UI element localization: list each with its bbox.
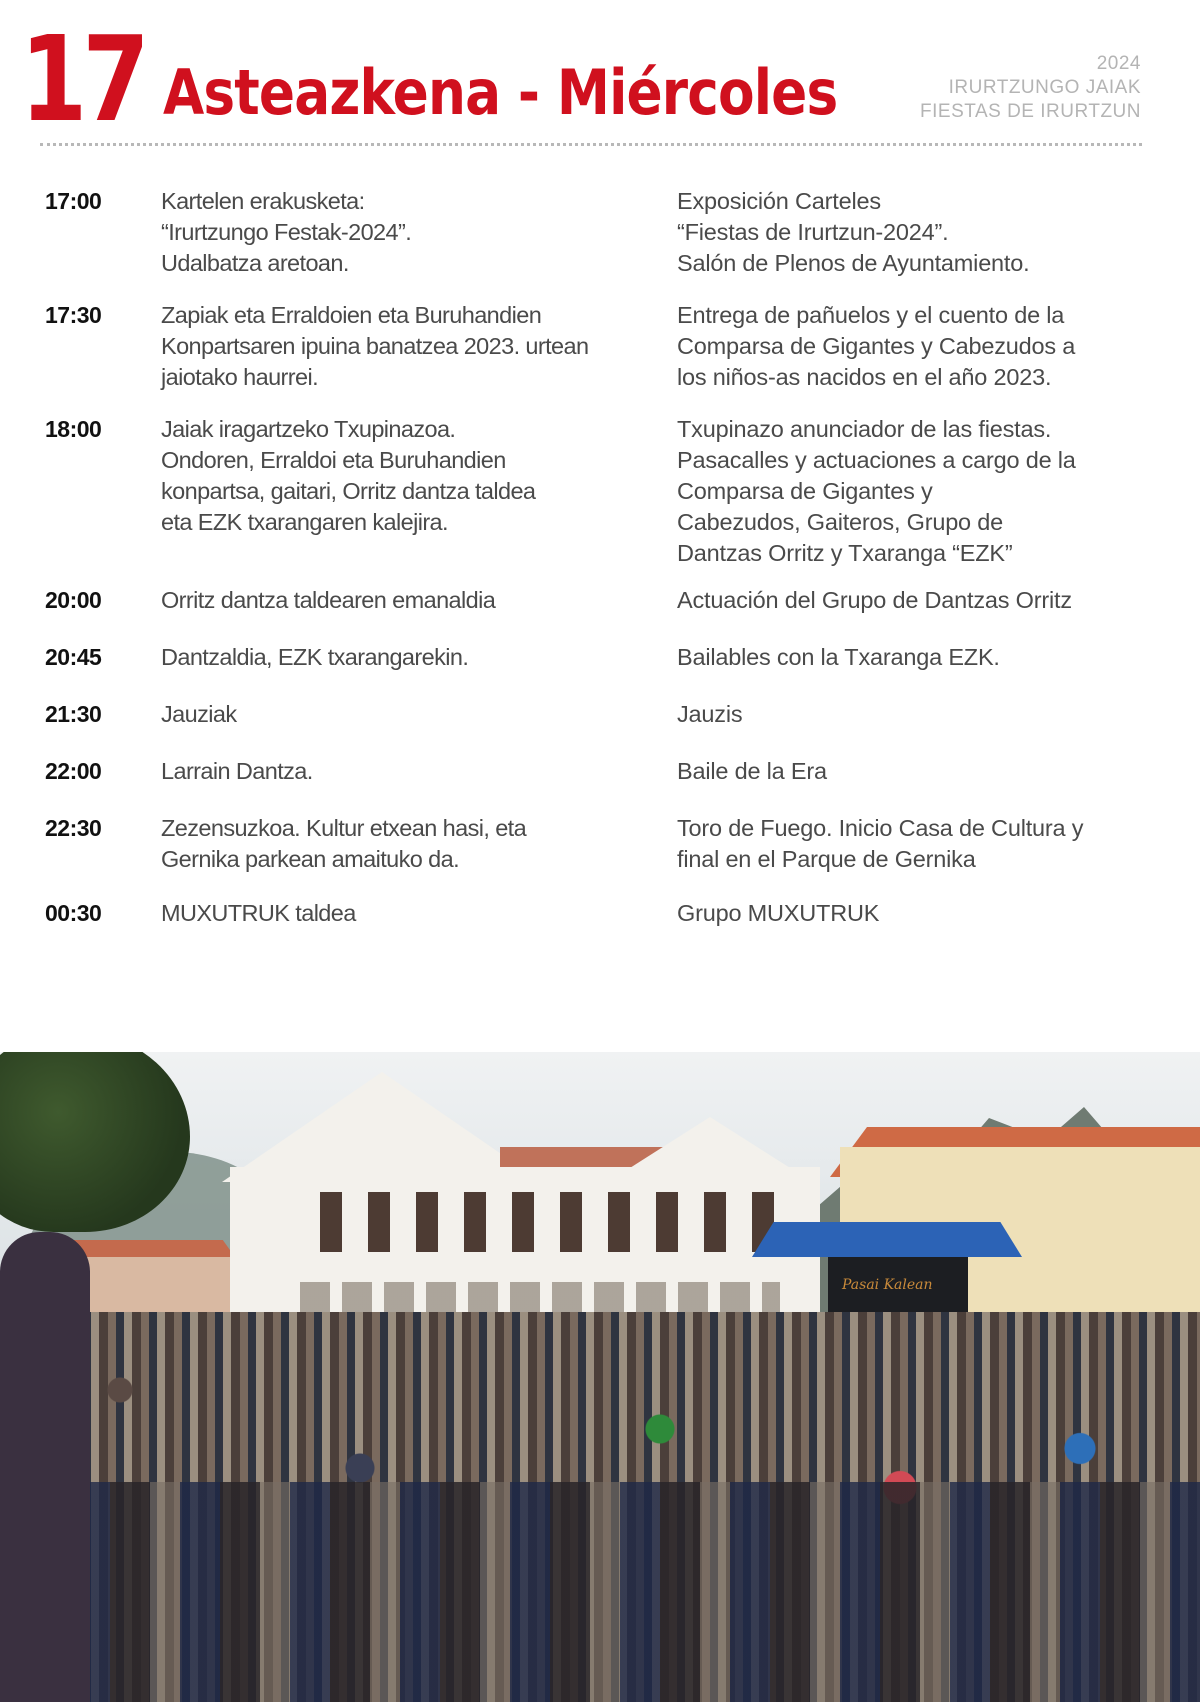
description-line: eta EZK txarangaren kalejira. [161,509,448,535]
description-line: Gernika parkean amaituko da. [161,846,460,872]
description-line: Toro de Fuego. Inicio Casa de Cultura y [677,815,1084,841]
event-description-spanish [677,813,1147,875]
description-line: Cabezudos, Gaiteros, Grupo de [677,509,1003,535]
description-line: Jauzis [677,701,743,727]
description-line: jaiotako haurrei. [161,364,319,390]
event-description-basque [161,699,641,730]
event-time: 17:30 [45,302,102,328]
description-line: Pasacalles y actuaciones a cargo de la [677,447,1076,473]
description-line: Dantzas Orritz y Txaranga “EZK” [677,540,1013,566]
event-description-basque [161,756,641,787]
edition-label [920,52,1141,124]
description-line: Actuación del Grupo de Dantzas Orritz [677,587,1072,613]
page-header [0,0,1200,150]
edition-year: 2024 [1096,53,1141,74]
description-line: Bailables con la Txaranga EZK. [677,644,1000,670]
photo-stage-canopy [752,1222,1022,1257]
event-description-basque [161,813,641,875]
description-line: Comparsa de Gigantes y [677,478,933,504]
description-line: Exposición Carteles [677,188,881,214]
event-description-basque [161,898,641,929]
description-line: “Irurtzungo Festak-2024”. [161,219,412,245]
event-description-basque [161,642,641,673]
description-line: Zapiak eta Erraldoien eta Buruhandien [161,302,542,328]
description-line: final en el Parque de Gernika [677,846,976,872]
description-line: Dantzaldia, EZK txarangarekin. [161,644,469,670]
dotted-divider [40,143,1142,146]
description-line: Txupinazo anunciador de las fiestas. [677,416,1052,442]
description-line: Entrega de pañuelos y el cuento de la [677,302,1065,328]
day-number: 17 [20,10,145,148]
event-description-spanish [677,300,1147,393]
page-title: Asteazkena - Miércoles [163,56,838,129]
photo-stage-banner: Pasai Kalean [842,1277,933,1293]
description-line: Zezensuzkoa. Kultur etxean hasi, eta [161,815,527,841]
event-time: 18:00 [45,416,102,442]
event-description-basque [161,300,641,393]
event-description-basque [161,585,641,616]
description-line: Grupo MUXUTRUK [677,900,880,926]
event-description-spanish [677,186,1147,279]
event-time: 20:45 [45,644,102,670]
event-description-basque [161,186,641,279]
description-line: los niños-as nacidos en el año 2023. [677,364,1052,390]
description-line: Jauziak [161,701,237,727]
photo-foreground-person [0,1232,90,1702]
edition-line-es: FIESTAS DE IRURTZUN [920,101,1141,122]
edition-line-eu: IRURTZUNGO JAIAK [948,77,1141,98]
event-description-spanish [677,898,1147,929]
event-time: 20:00 [45,587,102,613]
description-line: Salón de Plenos de Ayuntamiento. [677,250,1030,276]
festival-crowd-photo [0,1052,1200,1702]
event-description-spanish [677,642,1147,673]
event-time: 00:30 [45,900,102,926]
description-line: Jaiak iragartzeko Txupinazoa. [161,416,456,442]
event-description-spanish [677,699,1147,730]
description-line: Konpartsaren ipuina banatzea 2023. urtean [161,333,589,359]
description-line: “Fiestas de Irurtzun-2024”. [677,219,949,245]
description-line: Kartelen erakusketa: [161,188,365,214]
event-description-basque [161,414,641,538]
description-line: Orritz dantza taldearen emanaldia [161,587,496,613]
description-line: Larrain Dantza. [161,758,313,784]
description-line: MUXUTRUK taldea [161,900,356,926]
description-line: Udalbatza aretoan. [161,250,349,276]
photo-crowd-foreground [0,1482,1200,1702]
event-description-spanish [677,585,1147,616]
event-description-spanish [677,414,1147,569]
description-line: Comparsa de Gigantes y Cabezudos a [677,333,1076,359]
event-description-spanish [677,756,1147,787]
description-line: Ondoren, Erraldoi eta Buruhandien [161,447,506,473]
event-time: 22:00 [45,758,102,784]
event-time: 17:00 [45,188,102,214]
event-time: 22:30 [45,815,102,841]
description-line: konpartsa, gaitari, Orritz dantza taldea [161,478,536,504]
description-line: Baile de la Era [677,758,827,784]
photo-windows [320,1192,800,1252]
event-time: 21:30 [45,701,102,727]
